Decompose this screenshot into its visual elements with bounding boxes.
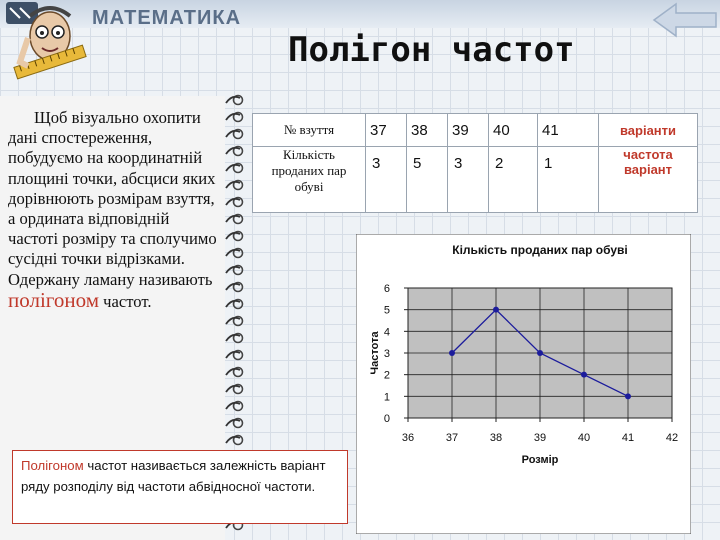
table-row1-label: № взуття [253, 114, 366, 147]
back-arrow-icon[interactable] [650, 0, 720, 40]
polygon-term: полігоном [8, 287, 99, 312]
table-cell: 39 [448, 114, 489, 147]
table-row1-side: варіанти [599, 114, 698, 147]
table-row [253, 114, 698, 147]
table-cell: 38 [407, 114, 448, 147]
table-cell: 40 [489, 114, 538, 147]
data-point [449, 350, 455, 356]
data-point [537, 350, 543, 356]
frequency-polygon-chart [356, 234, 691, 534]
table-row2-label: Кількість проданих пар обуві [253, 147, 366, 213]
data-point [493, 307, 499, 313]
page-title: Полігон частот [288, 30, 575, 70]
chart-title: Кількість проданих пар обуві [452, 243, 628, 257]
definition-box [12, 450, 348, 524]
table-cell: 2 [489, 147, 538, 213]
data-point [581, 372, 587, 378]
x-tick-label: 37 [445, 432, 459, 444]
table-cell: 5 [407, 147, 448, 213]
explanation-part2: частот. [103, 291, 152, 311]
definition-text: частот називається залежність варіант ряду розподілу від частоти абвідносної частоти. [21, 458, 326, 494]
y-tick-label: 6 [383, 283, 390, 295]
table-row2-side: частота варіант [599, 147, 698, 213]
table-cell: 3 [366, 147, 407, 213]
y-axis-label: Частота [369, 331, 381, 375]
x-tick-label: 42 [665, 432, 679, 444]
table-cell: 41 [538, 114, 599, 147]
data-point [625, 393, 631, 399]
y-tick-label: 5 [383, 304, 390, 317]
definition-term: Полігоном [21, 458, 84, 473]
math-teacher-logo-icon [0, 0, 90, 95]
table-cell: 3 [448, 147, 489, 213]
explanation-part1: Щоб візуально охопити дані спостереження, побудуємо на координатній площині точки, абсциси яких дорівнюють розмірам взуття, а ордината відповідній частоті розміру та сполучимо сусідні точки відрізками. Одержану ламану називають [8, 108, 217, 289]
y-tick-label: 2 [383, 369, 390, 382]
y-tick-label: 0 [383, 413, 390, 425]
y-tick-label: 4 [383, 326, 390, 339]
y-tick-label: 3 [383, 348, 390, 360]
x-tick-label: 36 [401, 432, 415, 444]
table-cell: 1 [538, 147, 599, 213]
brand-title: МАТЕМАТИКА [92, 7, 242, 29]
explanation-text [8, 108, 218, 312]
x-tick-label: 39 [533, 432, 547, 444]
table-cell: 37 [366, 114, 407, 147]
x-tick-label: 38 [489, 432, 503, 444]
y-tick-label: 1 [383, 391, 390, 404]
x-tick-label: 41 [621, 432, 635, 444]
table-row [253, 147, 698, 213]
x-axis-label: Розмір [521, 454, 559, 466]
x-tick-label: 40 [577, 432, 591, 444]
frequency-table [252, 113, 698, 213]
